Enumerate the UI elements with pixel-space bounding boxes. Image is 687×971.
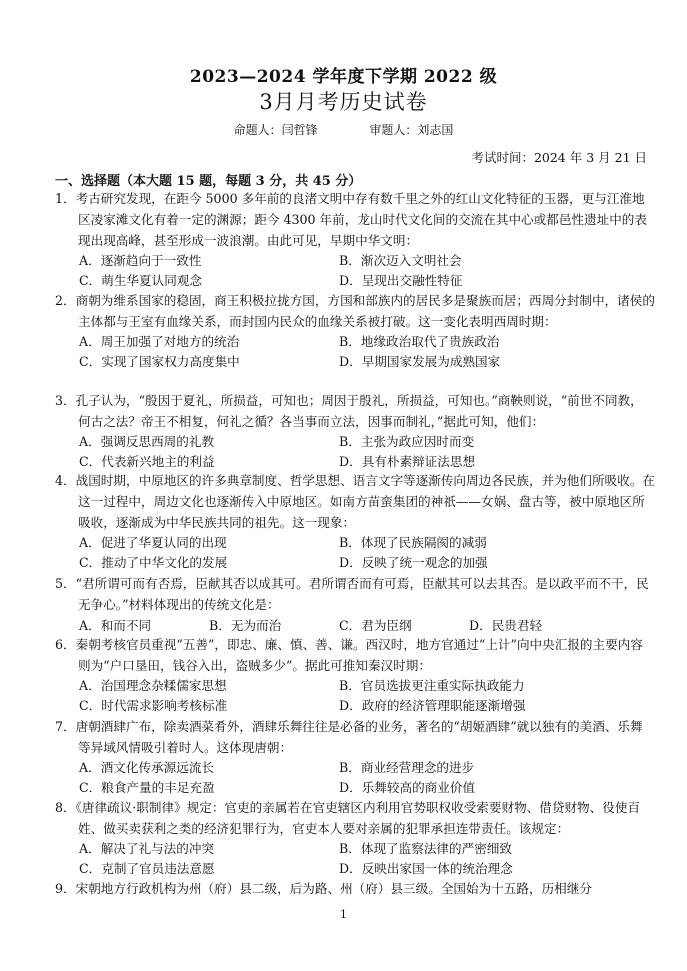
question-stem: 1．考古研究发现，在距今 5000 多年前的良渚文明中存有数千里之外的红山文化特征的玉器，更与江淮地区凌家滩文化有着一定的渊源；距今 4300 年前，龙山时代文化间的交流在其中心或都邑性遗址中的表现出现高峰，甚至形成一波浪潮。由此可见，早期中华文明： [55, 191, 647, 248]
option-a: A．治国理念杂糅儒家思想 [79, 678, 227, 693]
section-title: 一、选择题（本大题 15 题，每题 3 分，共 45 分） [55, 174, 362, 189]
option-a: A．逐渐趋向于一致性 [79, 253, 202, 268]
option-a: A．解决了礼与法的冲突 [79, 841, 215, 856]
authors-line [0, 121, 687, 138]
option-b: B．主张为政应因时而变 [339, 434, 475, 449]
question-7 [55, 716, 655, 798]
option-a: A．周王加强了对地方的统治 [79, 334, 240, 349]
option-d: D．民贵君轻 [469, 618, 543, 633]
option-c: C．君为臣纲 [339, 618, 412, 633]
setter-name: 命题人：闫哲锋 [233, 123, 318, 137]
question-6 [55, 634, 655, 716]
option-b: B．商业经营理念的进步 [339, 760, 475, 775]
question-stem: 5．“君所谓可而有否焉，臣献其否以成其可。君所谓否而有可焉，臣献其可以去其否。是以政平而不干，民无争心。”材料体现出的传统文化是： [55, 576, 649, 612]
page-number: 1 [340, 908, 347, 921]
question-8 [55, 797, 655, 879]
option-b: B．渐次迈入文明社会 [339, 253, 462, 268]
option-c: C．萌生华夏认同观念 [79, 273, 202, 288]
option-d: D．反映出家国一体的统治理念 [339, 861, 513, 876]
option-b: B．体现了监察法律的严密细致 [339, 841, 512, 856]
question-stem: 2．商朝为维系国家的稳固，商王积极拉拢方国，方国和部族内的居民多是聚族而居；西周分封制中，诸侯的主体都与王室有血缘关系，而封国内民众的血缘关系被打破。这一变化表明西周时期： [55, 293, 655, 329]
option-c: C．粮食产量的丰足充盈 [79, 780, 215, 795]
reviewer-name: 审题人：刘志国 [369, 123, 454, 137]
option-d: D．乐舞较高的商业价值 [339, 780, 476, 795]
option-a: A．酒文化传承源远流长 [79, 760, 215, 775]
question-9 [55, 878, 655, 899]
option-b: B．体现了民族隔阂的减弱 [339, 535, 487, 550]
question-5 [55, 573, 655, 636]
option-b: B．地缘政治取代了贵族政治 [339, 334, 500, 349]
option-b: B．无为而治 [209, 618, 282, 633]
option-a: A．促进了华夏认同的出现 [79, 535, 227, 550]
option-d: D．具有朴素辩证法思想 [339, 454, 476, 469]
option-a: A．和而不同 [79, 618, 152, 633]
option-d: D．政府的经济管理职能逐渐增强 [339, 698, 526, 713]
question-stem: 4．战国时期，中原地区的许多典章制度、哲学思想、语言文字等逐渐传向周边各民族，并为他们所吸收。在这一过程中，周边文化也逐渐传入中原地区。如南方苗蛮集团的神祇——女娲、盘古等，被中原地区所吸收，逐渐成为中华民族共同的祖先。这一现象： [55, 473, 655, 530]
exam-time: 考试时间：2024 年 3 月 21 日 [471, 150, 647, 165]
question-1 [55, 188, 655, 291]
exam-title-line1: 2023—2024 学年度下学期 2022 级 [189, 67, 498, 87]
question-stem: 3．孔子认为，“殷因于夏礼，所损益，可知也；周因于殷礼，所损益，可知也。”商鞅则说，“前世不同教，何古之法？帝王不相复，何礼之循？各当事而立法，因事而制礼，”据此可知，他们： [55, 393, 643, 429]
option-c: C．时代需求影响考核标准 [79, 698, 228, 713]
option-c: C．克制了官员违法意愿 [79, 861, 215, 876]
option-c: C．推动了中华文化的发展 [79, 555, 228, 570]
option-d: D．反映了统一观念的加强 [339, 555, 488, 570]
question-stem: 8．《唐律疏议·职制律》规定：官吏的亲属若在官吏辖区内利用官势职权收受索要财物、借贷财物、役使百姓、做买卖获利之类的经济犯罪行为，官吏本人要对亲属的犯罪承担连带责任。该规定： [55, 800, 641, 836]
option-d: D．早期国家发展为成熟国家 [339, 354, 501, 369]
option-a: A．强调反思西周的礼教 [79, 434, 215, 449]
option-c: C．代表新兴地主的利益 [79, 454, 215, 469]
option-b: B．官员选拔更注重实际执政能力 [339, 678, 525, 693]
question-stem: 6．秦朝考核官员重视“五善”，即忠、廉、慎、善、谦。西汉时，地方官通过“上计”向中央汇报的主要内容则为“户口垦田，钱谷入出，盗贼多少”。据此可推知秦汉时期： [55, 637, 643, 673]
question-2 [55, 290, 655, 372]
question-stem: 7．唐朝酒肆广布，除卖酒菜肴外，酒肆乐舞往往是必备的业务，著名的“胡姬酒肆”就以独有的美酒、乐舞等异域风情吸引着时人。这体现唐朝： [55, 719, 643, 755]
exam-title-line2: 3月月考历史试卷 [259, 90, 428, 114]
option-d: D．呈现出交融性特征 [339, 273, 463, 288]
question-stem: 9．宋朝地方行政机构为州（府）县二级，后为路、州（府）县三级。全国始为十五路，历相继分 [55, 881, 592, 896]
question-4 [55, 470, 655, 573]
question-3 [55, 390, 655, 472]
option-c: C．实现了国家权力高度集中 [79, 354, 240, 369]
